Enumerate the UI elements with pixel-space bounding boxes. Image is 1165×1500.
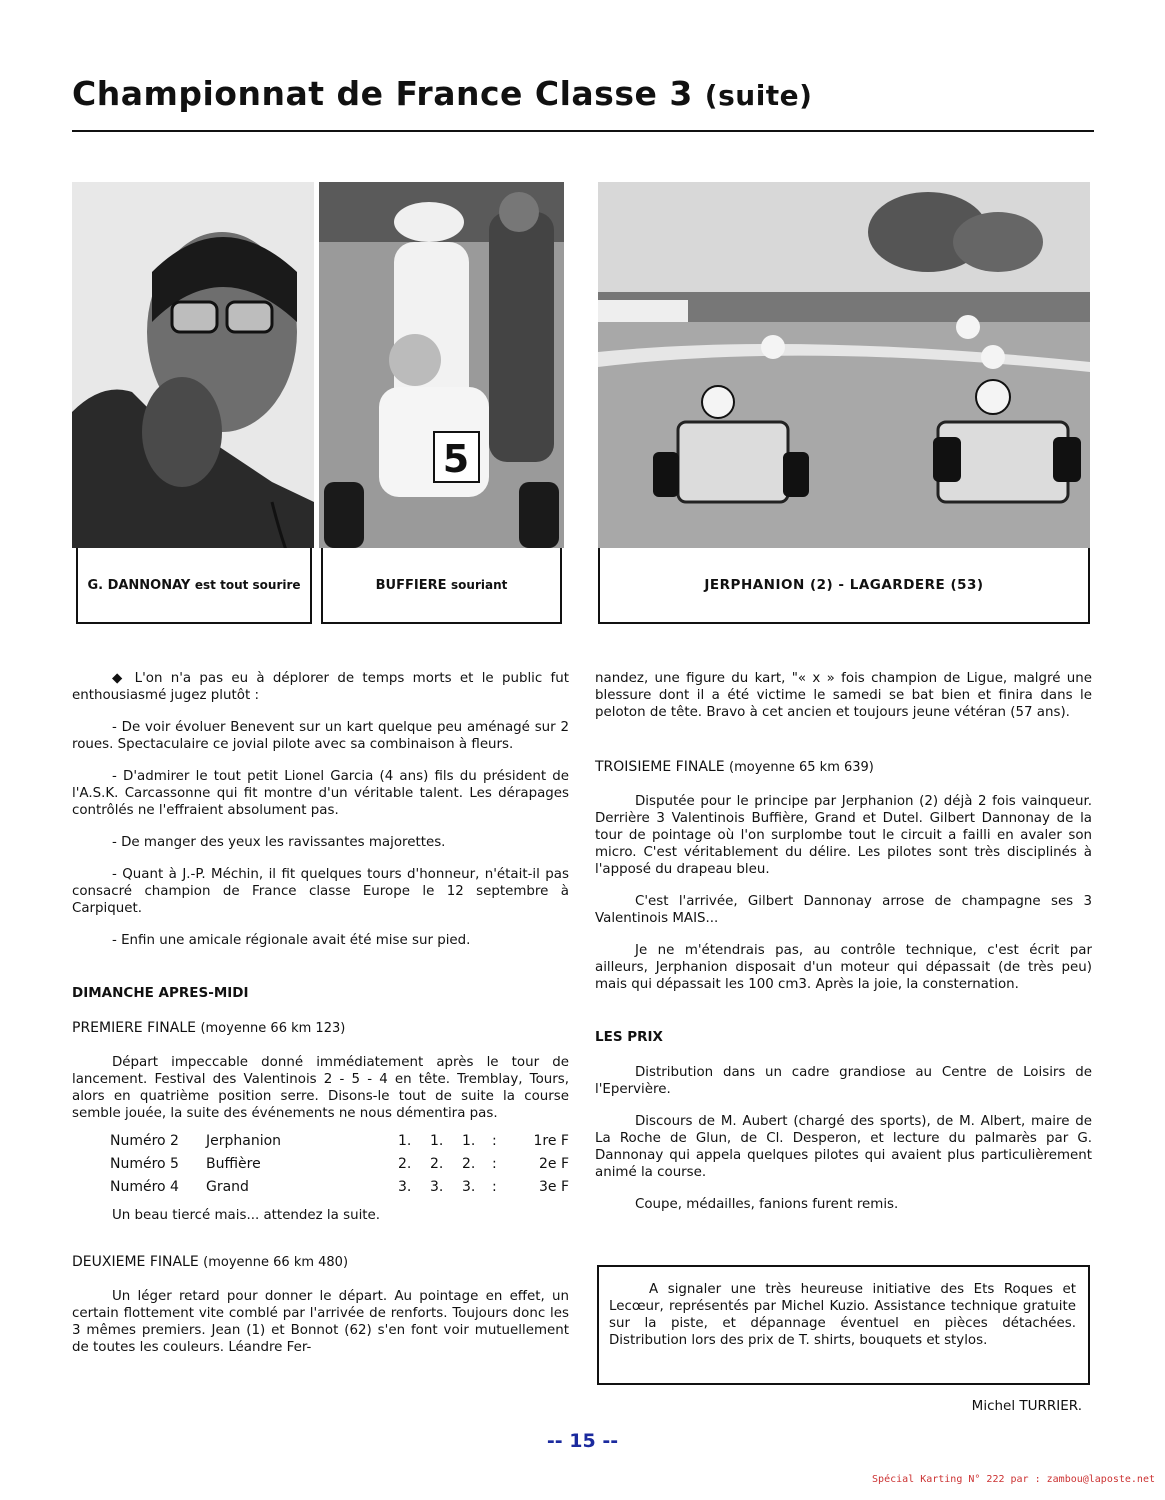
- caption-buffiere-name: BUFFIERE: [375, 577, 447, 593]
- intro-paragraph: ◆ L'on n'a pas eu à déplorer de temps morts et le public fut enthousiasmé jugez plutôt :: [72, 671, 569, 703]
- first-final-heading: [72, 1020, 569, 1037]
- bullet-benevent: - De voir évoluer Benevent sur un kart quelque peu aménagé sur 2 roues. Spectaculaire ce jovial pilote avec sa combinaison à fleurs.: [72, 720, 569, 752]
- page-title: [72, 74, 812, 113]
- section-heading-dimanche: DIMANCHE APRES-MIDI: [72, 985, 249, 1001]
- bullet-amicale: - Enfin une amicale régionale avait été mise sur pied.: [112, 933, 471, 948]
- second-final-title: DEUXIEME FINALE: [72, 1254, 199, 1270]
- third-final-paragraph-2: C'est l'arrivée, Gilbert Dannonay arrose de champagne ses 3 Valentinois MAIS...: [595, 894, 1092, 926]
- result-heat1: 2.: [398, 1156, 412, 1172]
- result-heat2: 1.: [430, 1133, 444, 1149]
- caption-dannonay-name: G. DANNONAY: [87, 577, 191, 593]
- caption-race-text: JERPHANION (2) - LAGARDERE (53): [704, 576, 984, 593]
- right-column: [595, 670, 1092, 1228]
- scan-credit: Spécial Karting N° 222 par : zambou@laposte.net: [872, 1474, 1155, 1485]
- result-sep: :: [492, 1133, 497, 1149]
- result-heat2: 2.: [430, 1156, 444, 1172]
- result-sep: :: [492, 1179, 497, 1195]
- first-final-title: PREMIERE FINALE: [72, 1020, 196, 1036]
- third-final-paragraph-1: Disputée pour le principe par Jerphanion (2) déjà 2 fois vainqueur. Derrière 3 Valentinois Buffière, Grand et Dutel. Gilbert Dannonay de la tour de pointage où l'on surplombe tout le circuit a failli en avaler son micro. C'est véritablement du délire. Les pilotes sont très disciplinés à l'apposé du drapeau bleu.: [595, 794, 1092, 877]
- caption-dannonay: [76, 548, 312, 624]
- photo-race: [598, 182, 1090, 548]
- result-place: 1re F: [533, 1133, 569, 1149]
- second-final-average: (moyenne 66 km 480): [203, 1255, 349, 1270]
- result-heat1: 1.: [398, 1133, 412, 1149]
- second-final-heading: [72, 1254, 569, 1271]
- page-number: -- 15 --: [546, 1430, 619, 1452]
- photo-dannonay: [72, 182, 314, 548]
- caption-buffiere: [321, 548, 562, 624]
- result-heat3: 3.: [462, 1179, 476, 1195]
- first-final-average: (moyenne 66 km 123): [200, 1021, 346, 1036]
- result-row: [110, 1130, 569, 1153]
- author-signature: Michel TURRIER.: [971, 1398, 1082, 1414]
- result-heat2: 3.: [430, 1179, 444, 1195]
- result-sep: :: [492, 1156, 497, 1172]
- result-heat3: 2.: [462, 1156, 476, 1172]
- result-name: Buffière: [206, 1156, 261, 1172]
- second-final-text: Un léger retard pour donner le départ. Au pointage en effet, un certain flottement vite comblé par l'arrivée de renforts. Toujours donc les 3 mêmes premiers. Jean (1) et Bonnot (62) s'en font voir mutuellement de toutes les couleurs. Léandre Fer-: [72, 1289, 569, 1355]
- third-final-average: (moyenne 65 km 639): [729, 760, 874, 775]
- caption-buffiere-text: souriant: [451, 577, 508, 592]
- third-final-title: TROISIEME FINALE: [595, 759, 725, 775]
- first-final-after: Un beau tiercé mais... attendez la suite.: [112, 1208, 381, 1223]
- result-number: Numéro 5: [110, 1156, 179, 1172]
- result-place: 3e F: [538, 1179, 569, 1195]
- left-column: [72, 670, 569, 1356]
- photo-buffiere: [319, 182, 564, 548]
- result-row: [110, 1176, 569, 1199]
- third-final-paragraph-3: Je ne m'étendrais pas, au contrôle technique, c'est écrit par ailleurs, Jerphanion disposait d'un moteur qui dépassait (de très peu) mais qui dépassait les 100 cm3. Après la joie, la consternation.: [595, 943, 1092, 992]
- prizes-heading: LES PRIX: [595, 1029, 663, 1045]
- caption-dannonay-text: est tout sourire: [194, 577, 301, 592]
- caption-race: [598, 548, 1090, 624]
- third-final-heading: [595, 759, 1092, 776]
- svg-text:5: 5: [442, 437, 470, 481]
- result-heat3: 1.: [462, 1133, 476, 1149]
- result-row: [110, 1153, 569, 1176]
- prizes-paragraph-3: Coupe, médailles, fanions furent remis.: [635, 1197, 899, 1212]
- continuation-paragraph: nandez, une figure du kart, "« x » fois champion de Ligue, malgré une blessure dont il a été victime le samedi se bat bien et finira dans le peloton de tête. Bravo à cet ancien et toujours jeune vétéran (57 ans).: [595, 671, 1092, 720]
- result-number: Numéro 2: [110, 1133, 179, 1149]
- prizes-paragraph-1: Distribution dans un cadre grandiose au Centre de Loisirs de l'Epervière.: [595, 1065, 1092, 1097]
- first-final-results: [110, 1130, 569, 1199]
- prizes-paragraph-2: Discours de M. Aubert (chargé des sports), de M. Albert, maire de La Roche de Glun, de Cl. Desperon, et lecture du palmarès par G. Dannonay qui appela quelques pilotes qui avaient plus particulièrement animé la course.: [595, 1114, 1092, 1180]
- result-name: Grand: [206, 1179, 249, 1195]
- bullet-garcia: - D'admirer le tout petit Lionel Garcia (4 ans) fils du président de l'A.S.K. Carcassonne qui fit montre d'un véritable talent. Les dérapages contrôlés ne l'effraient absolument pas.: [72, 769, 569, 818]
- bullet-mechin: - Quant à J.-P. Méchin, il fit quelques tours d'honneur, n'était-il pas consacré champion de France classe Europe le 12 septembre à Carpiquet.: [72, 867, 569, 916]
- bullet-majorettes: - De manger des yeux les ravissantes majorettes.: [112, 835, 446, 850]
- title-main: Championnat de France Classe 3: [72, 74, 693, 113]
- title-rule: [72, 130, 1094, 132]
- sponsor-note-text: A signaler une très heureuse initiative des Ets Roques et Lecœur, représentés par Michel Kuzio. Assistance technique gratuite sur la piste, et dépannage éventuel en pièces détachées. Distribution lors des prix de T. shirts, bouquets et stylos.: [609, 1282, 1076, 1348]
- sponsor-note-box: [597, 1265, 1090, 1385]
- title-suffix: (suite): [704, 79, 813, 112]
- result-place: 2e F: [538, 1156, 569, 1172]
- result-heat1: 3.: [398, 1179, 412, 1195]
- first-final-text: Départ impeccable donné immédiatement après le tour de lancement. Festival des Valentinois 2 - 5 - 4 en tête. Tremblay, Tours, alors en quatrième position serre. Disons-le tout de suite la course semble jouée, la suite des événements ne nous démentira pas.: [72, 1055, 569, 1121]
- result-name: Jerphanion: [206, 1133, 282, 1149]
- result-number: Numéro 4: [110, 1179, 179, 1195]
